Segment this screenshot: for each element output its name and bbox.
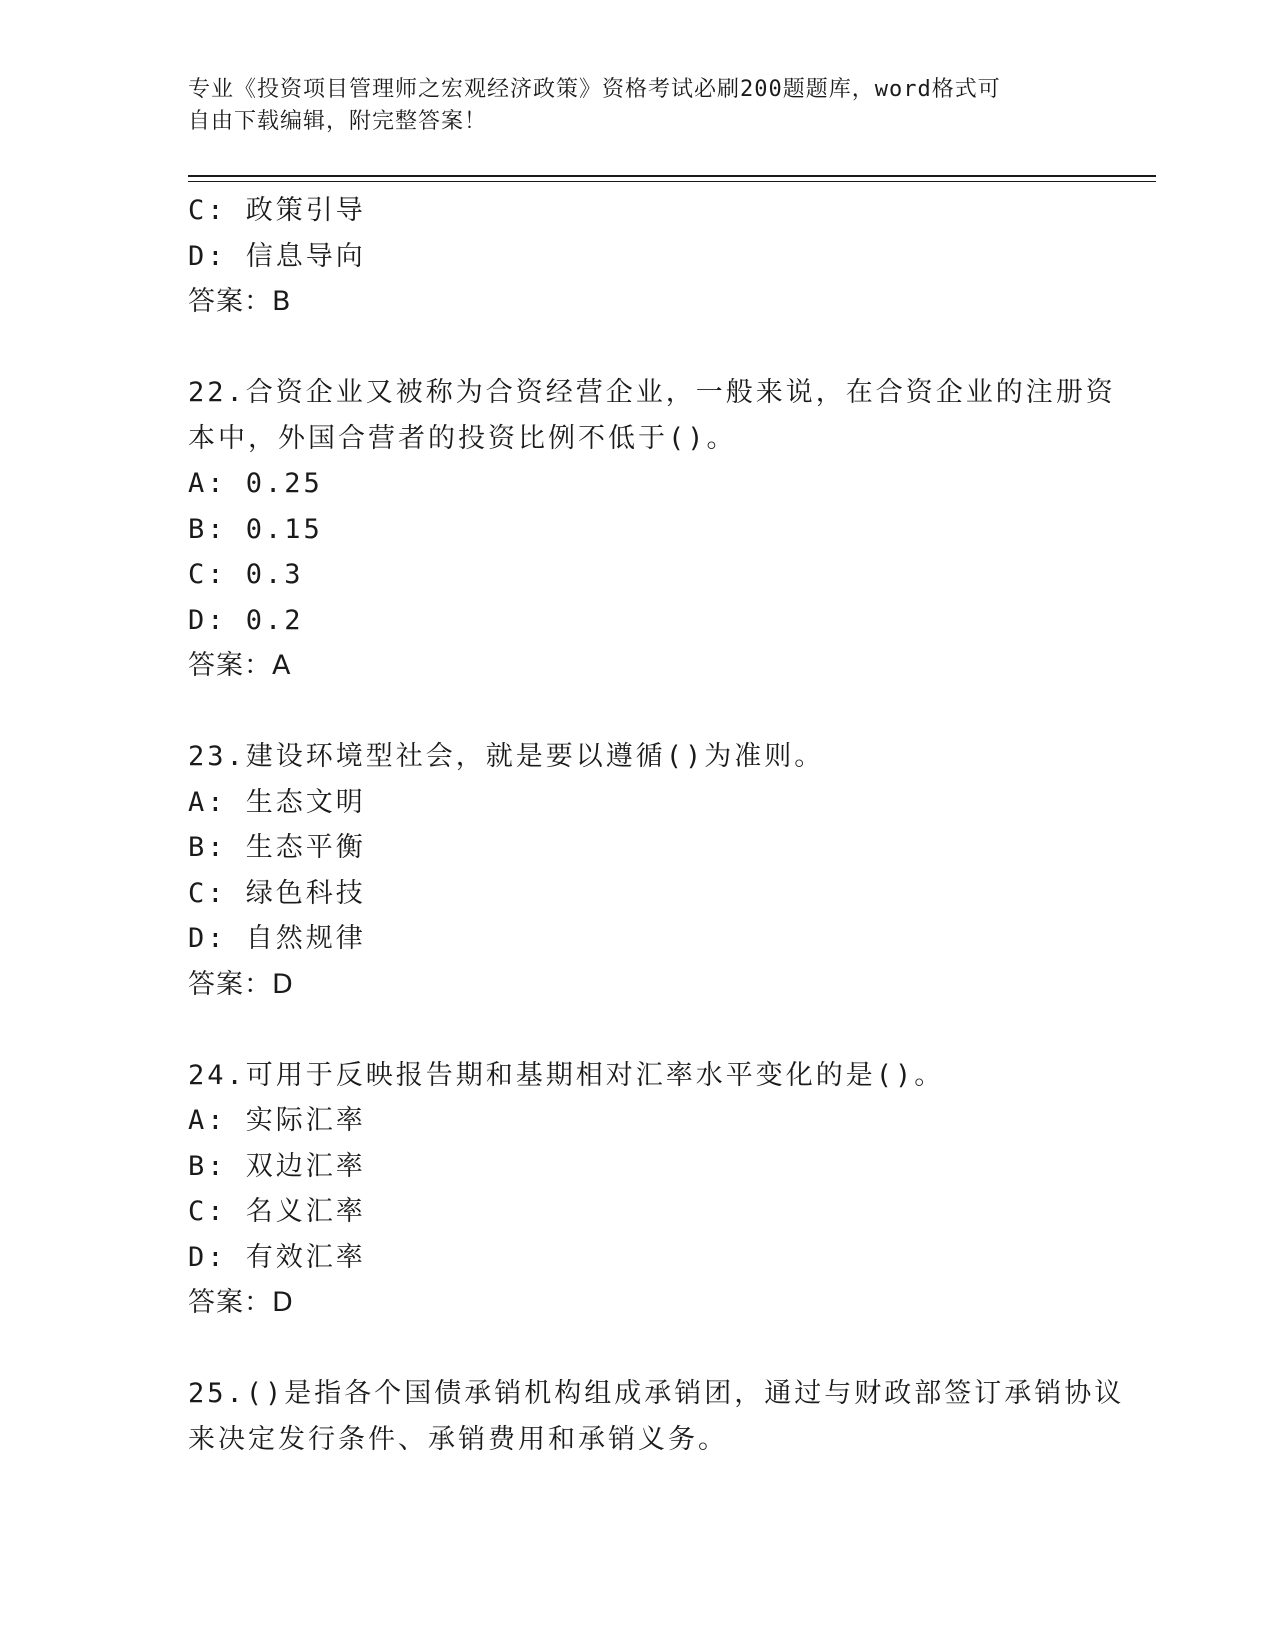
answer-line: 答案：B [188,286,292,317]
option-a: A: 实际汇率 [188,1105,366,1136]
question-stem-line: 本中，外国合营者的投资比例不低于()。 [188,422,737,454]
option-c: C: 政策引导 [188,195,366,226]
question-content [188,188,1125,1462]
question-stem-line: 23.建设环境型社会，就是要以遵循()为准则。 [188,741,825,772]
question-22 [188,370,1116,689]
option-c: C: 绿色科技 [188,877,366,909]
option-b: B: 生态平衡 [188,832,366,863]
header-divider-thin [188,181,1156,182]
question-stem-line: 25.()是指各个国债承销机构组成承销团，通过与财政部签订承销协议 [188,1378,1125,1409]
header-title-line-2: 自由下载编辑，附完整答案！ [188,109,488,134]
document-header [188,74,1068,138]
answer-line: 答案：A [188,650,292,681]
question-stem [188,1371,1125,1462]
option-a: A: 0.25 [188,468,323,499]
question-stem-line: 22.合资企业又被称为合资经营企业，一般来说，在合资企业的注册资 [188,377,1116,408]
question-24 [188,1053,1088,1326]
option-d: D: 自然规律 [188,923,366,954]
option-d: D: 0.2 [188,604,304,636]
question-21-continued [188,188,1088,325]
option-b: B: 双边汇率 [188,1150,366,1182]
header-title-line-1: 专业《投资项目管理师之宏观经济政策》资格考试必刷200题题库，word格式可 [188,77,1001,102]
option-c: C: 名义汇率 [188,1196,366,1227]
option-a: A: 生态文明 [188,786,366,818]
question-spacer [188,1007,1088,1053]
question-23 [188,734,1088,1007]
header-divider-thick [188,175,1156,177]
answer-line: 答案：D [188,968,294,1000]
question-stem [188,734,1088,780]
question-stem-line: 24.可用于反映报告期和基期相对汇率水平变化的是()。 [188,1059,945,1091]
question-25 [188,1371,1125,1462]
question-stem [188,1053,1088,1099]
question-stem-line: 来决定发行条件、承销费用和承销义务。 [188,1423,728,1455]
option-d: D: 信息导向 [188,240,366,272]
question-spacer [188,325,1088,371]
option-b: B: 0.15 [188,513,323,545]
question-stem [188,370,1116,461]
question-spacer [188,689,1088,735]
answer-line: 答案：D [188,1287,294,1318]
option-c: C: 0.3 [188,559,304,590]
option-d: D: 有效汇率 [188,1241,366,1273]
question-spacer [188,1326,1088,1372]
